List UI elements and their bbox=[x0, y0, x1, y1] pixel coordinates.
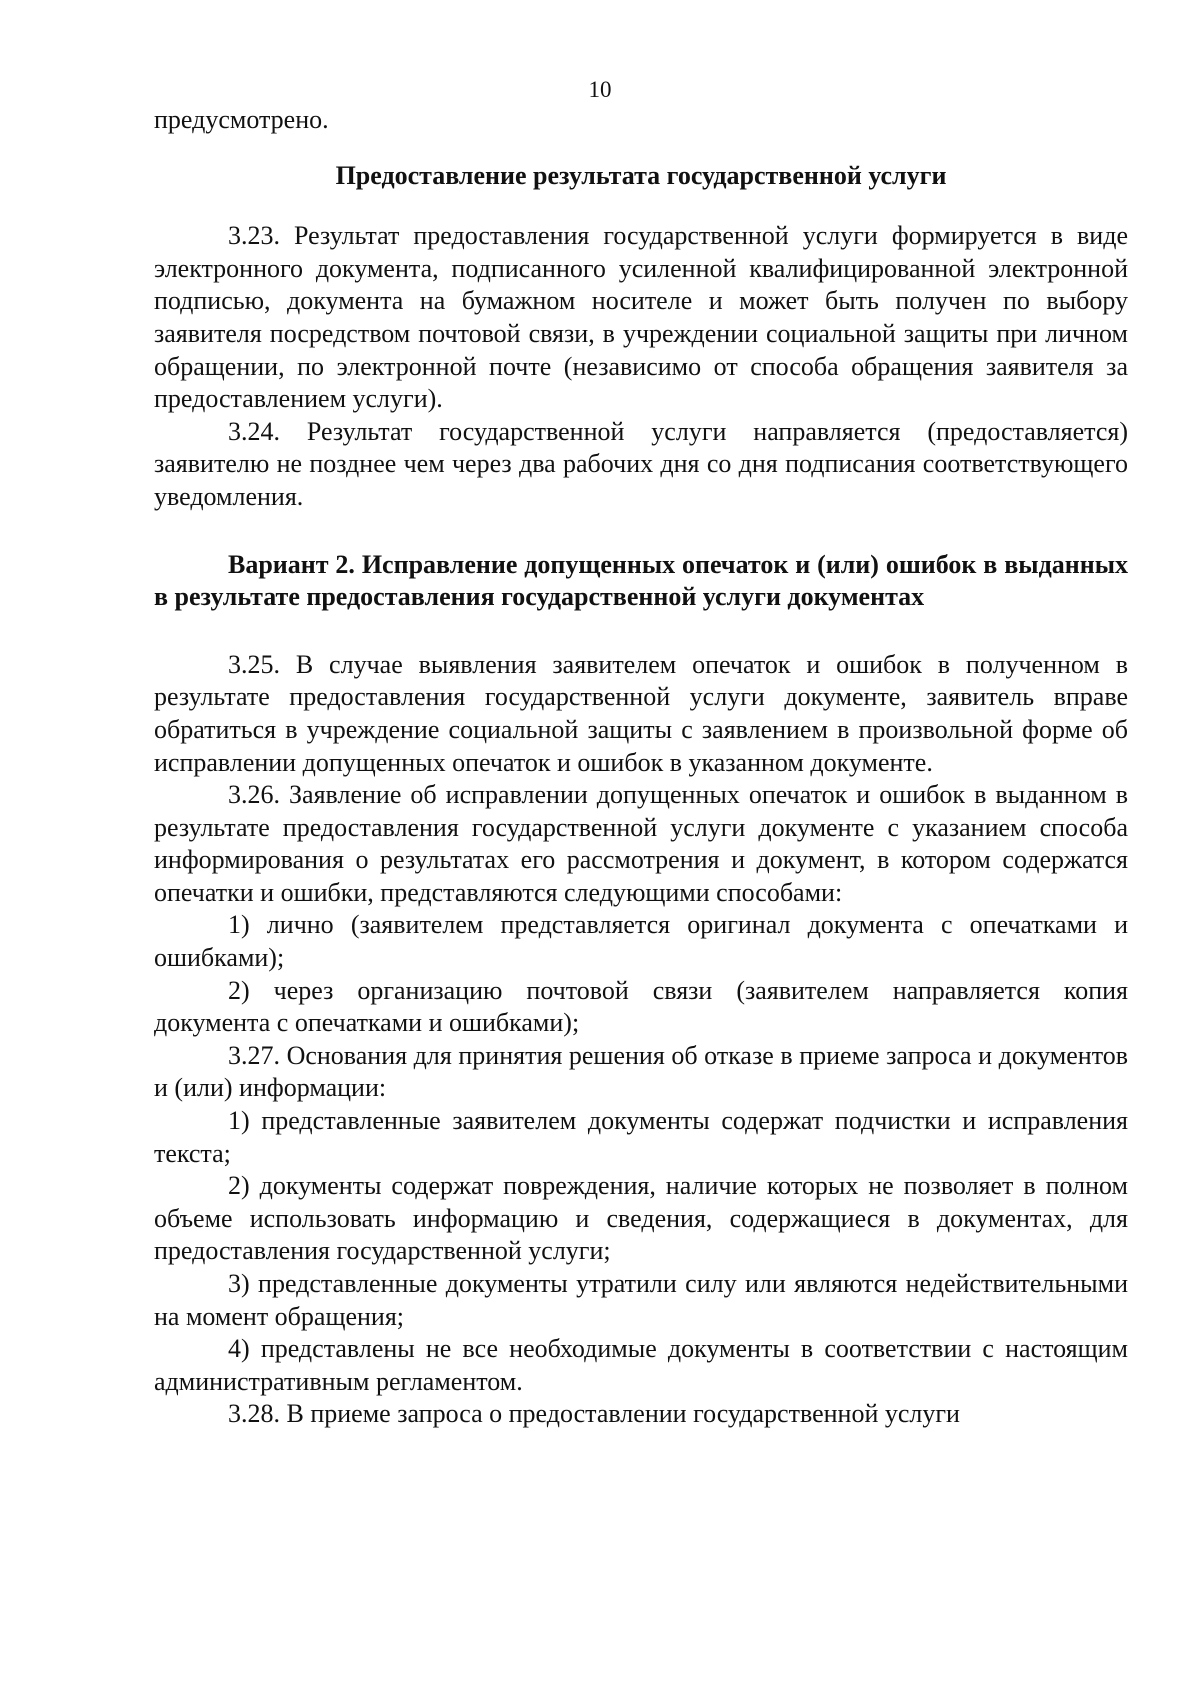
intro-line: предусмотрено. bbox=[154, 105, 329, 134]
paragraph-3-24: 3.24. Результат государственной услуги направляется (предоставляется) заявителю не позднее чем через два рабочих дня со дня подписания соответствующего уведомления. bbox=[154, 416, 1128, 511]
paragraph-3-23: 3.23. Результат предоставления государственной услуги формируется в виде электронного документа, подписанного усиленной квалифицированной электронной подписью, документа на бумажном носителе и может быть получен по выбору заявителя посредством почтовой связи, в учреждении социальной защиты при личном обращении, по электронной почте (независимо от способа обращения заявителя за предоставлением услуги). bbox=[154, 221, 1128, 414]
section-heading-result: Предоставление результата государственной услуги bbox=[335, 160, 947, 190]
paragraph-3-27: 3.27. Основания для принятия решения об отказе в приеме запроса и документов и (или) информации: bbox=[154, 1040, 1128, 1103]
list-item-3-26-2: 2) через организацию почтовой связи (заявителем направляется копия документа с опечатками и ошибками); bbox=[154, 975, 1128, 1038]
page-number: 10 bbox=[588, 77, 612, 102]
list-item-3-26-1: 1) лично (заявителем представляется оригинал документа с опечатками и ошибками); bbox=[154, 910, 1128, 973]
paragraph-3-28: 3.28. В приеме запроса о предоставлении государственной услуги bbox=[228, 1399, 960, 1429]
list-item-3-27-2: 2) документы содержат повреждения, наличие которых не позволяет в полном объеме использовать информацию и сведения, содержащиеся в документах, для предоставления государственной услуги; bbox=[154, 1171, 1128, 1266]
paragraph-3-25: 3.25. В случае выявления заявителем опечаток и ошибок в полученном в результате предоставления государственной услуги документе, заявитель вправе обратиться в учреждение социальной защиты с заявлением в произвольной форме об исправлении допущенных опечаток и ошибок в указанном документе. bbox=[154, 649, 1128, 777]
section-heading-variant-2: Вариант 2. Исправление допущенных опечаток и (или) ошибок в выданных в результате предоставления государственной услуги документах bbox=[154, 549, 1128, 612]
document-body bbox=[154, 104, 1128, 1431]
list-item-3-27-1: 1) представленные заявителем документы содержат подчистки и исправления текста; bbox=[154, 1106, 1128, 1168]
paragraph-3-26: 3.26. Заявление об исправлении допущенных опечаток и ошибок в выданном в результате предоставления государственной услуги документе с указанием способа информирования о результатах его рассмотрения и документ, в котором содержатся опечатки и ошибки, представляются следующими способами: bbox=[154, 780, 1128, 907]
list-item-3-27-4: 4) представлены не все необходимые документы в соответствии с настоящим административным регламентом. bbox=[154, 1334, 1128, 1396]
list-item-3-27-3: 3) представленные документы утратили силу или являются недействительными на момент обращения; bbox=[154, 1269, 1128, 1331]
